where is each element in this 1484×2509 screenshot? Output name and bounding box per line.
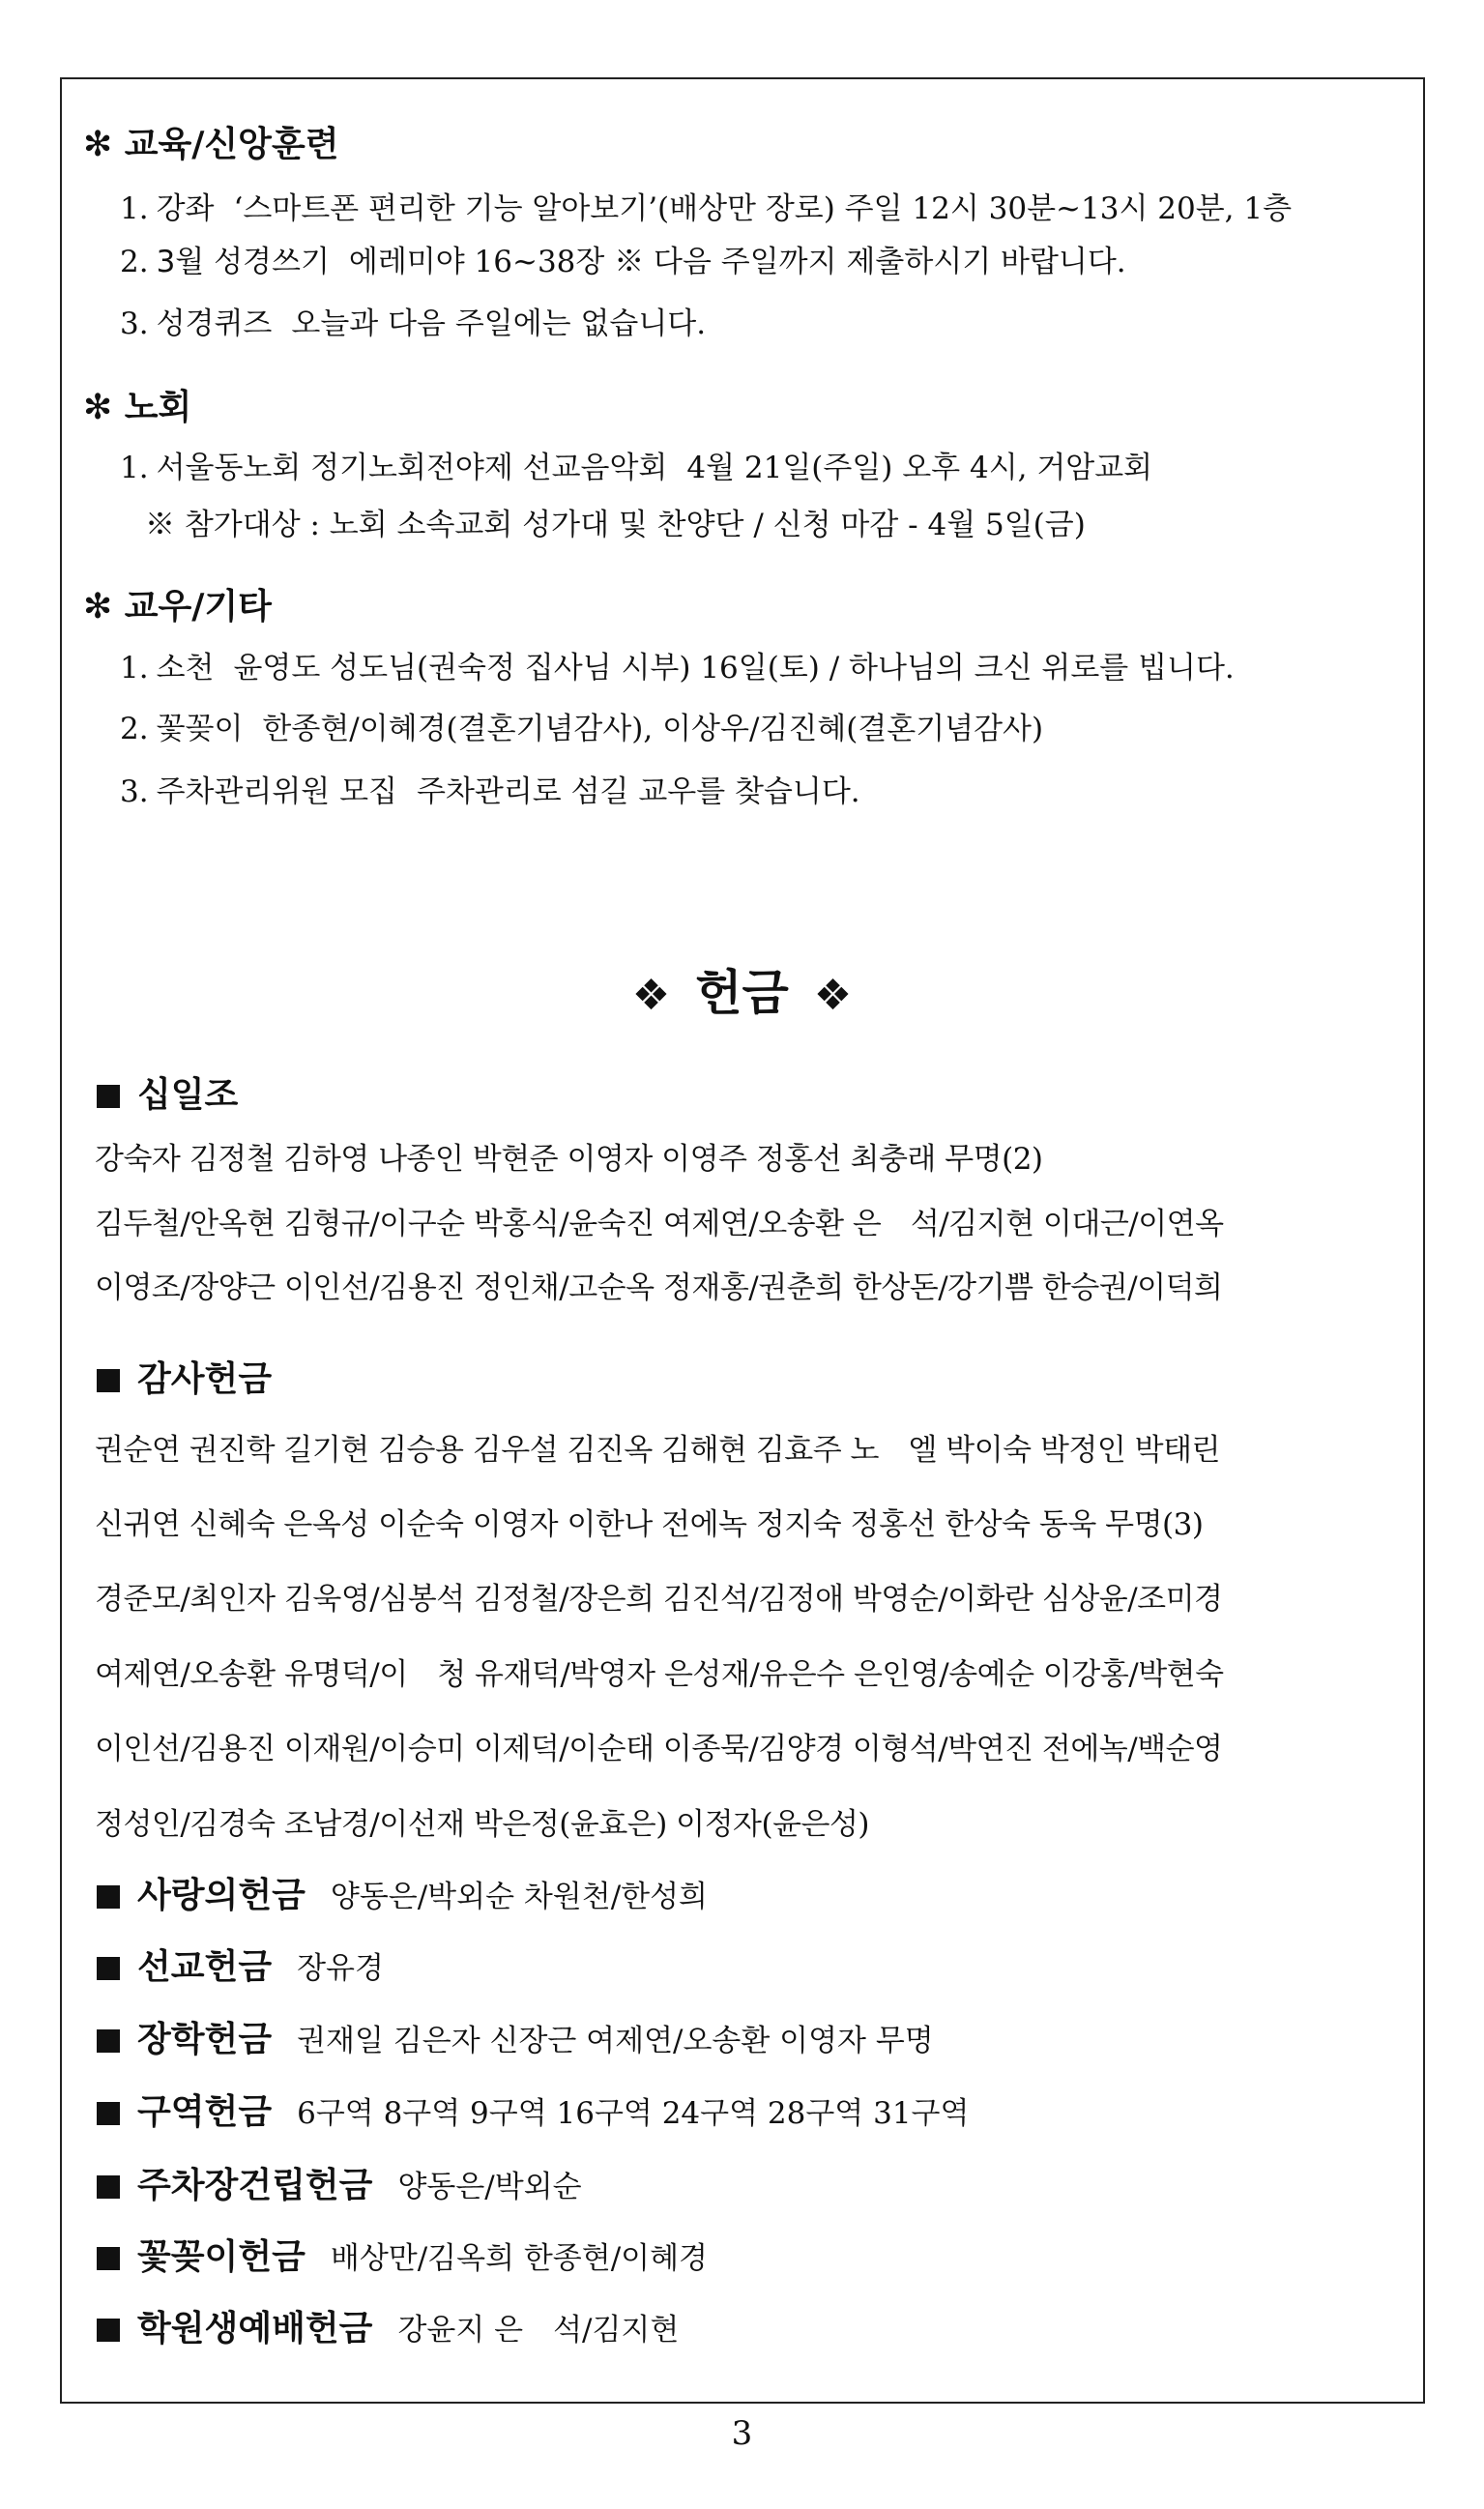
item-text: 주차관리로 섬길 교우를 찾습니다. [417, 774, 860, 809]
item-keyword: 꽃꽂이 [156, 712, 244, 746]
item-text: 한종현/이혜경(결혼기념감사), 이상우/김진혜(결혼기념감사) [262, 712, 1044, 746]
presbytery-note: ※ 참가대상 : 노회 소속교회 성가대 및 찬양단 / 신청 마감 - 4월 5일(금) [145, 508, 1086, 542]
square-bullet-icon [97, 2247, 120, 2270]
diamond-ornament-icon: ❖ [813, 971, 853, 1020]
thanks-line-2: 신귀연 신혜숙 은옥성 이순숙 이영자 이한나 전에녹 정지숙 정홍선 한상숙 동욱 무명(3) [95, 1507, 1204, 1542]
thanks-line-6: 정성인/김경숙 조남경/이선재 박은정(윤효은) 이정자(윤은성) [95, 1807, 870, 1842]
members-item-1 [120, 648, 1235, 688]
section-heading-presbytery: ✻ 노회 [83, 388, 192, 427]
category-parking [97, 2164, 582, 2209]
square-bullet-icon [97, 1085, 120, 1108]
members-item-3 [120, 772, 860, 812]
square-bullet-icon [97, 1369, 120, 1392]
item-keyword: 성경퀴즈 [156, 306, 273, 341]
page-number: 3 [731, 2414, 753, 2453]
square-bullet-icon [97, 2319, 120, 2342]
category-names: 6구역 8구역 9구역 16구역 24구역 28구역 31구역 [297, 2096, 970, 2131]
category-names: 양동은/박외순 차원천/한성희 [330, 1880, 708, 1914]
square-bullet-icon [97, 2175, 120, 2199]
item-number: 2. [120, 712, 149, 746]
category-thanks [97, 1357, 297, 1403]
diamond-ornament-icon: ❖ [631, 971, 671, 1020]
item-text: 4월 21일(주일) 오후 4시, 거암교회 [686, 451, 1153, 485]
category-academy [97, 2307, 679, 2352]
square-bullet-icon [97, 1885, 120, 1909]
presbytery-item-1 [120, 448, 1152, 488]
square-bullet-icon [97, 2029, 120, 2053]
category-love [97, 1874, 708, 1919]
thanks-line-1: 권순연 권진학 길기현 김승용 김우설 김진옥 김해현 김효주 노 엘 박이숙 박정인 박태린 [95, 1433, 1221, 1468]
category-names: 장유경 [297, 1951, 384, 1986]
item-text: 윤영도 성도님(권숙정 집사님 시부) 16일(토) / 하나님의 크신 위로를 빕니다. [233, 651, 1235, 686]
item-text: ‘스마트폰 편리한 기능 알아보기’(배상만 장로) 주일 12시 30분~13시 20분, 1층 [233, 191, 1293, 226]
thanks-line-4: 여제연/오송환 유명덕/이 청 유재덕/박영자 은성재/유은수 은인영/송예순 이강홍/박현숙 [95, 1657, 1224, 1692]
item-number: 1. [120, 451, 149, 485]
category-label: 꽃꽂이헌금 [137, 2237, 306, 2277]
members-item-2 [120, 709, 1043, 749]
item-keyword: 강좌 [156, 191, 215, 226]
category-label: 십일조 [137, 1075, 239, 1115]
section-heading-members: ✻ 교우/기타 [83, 587, 272, 627]
category-district [97, 2090, 969, 2136]
item-keyword: 주차관리위원 모집 [156, 774, 397, 809]
category-label: 장학헌금 [137, 2020, 273, 2059]
category-flower [97, 2235, 708, 2281]
category-names: 배상만/김옥희 한종현/이혜경 [330, 2241, 708, 2276]
square-bullet-icon [97, 2102, 120, 2125]
item-number: 3. [120, 306, 149, 341]
category-tithe [97, 1073, 263, 1119]
category-label: 감사헌금 [137, 1359, 273, 1399]
education-item-2 [120, 242, 1126, 282]
category-label: 선교헌금 [137, 1947, 273, 1987]
section-heading-education: ✻ 교육/신앙훈련 [83, 125, 339, 164]
item-text: 오늘과 다음 주일에는 없습니다. [291, 306, 707, 341]
category-scholarship [97, 2018, 934, 2063]
item-number: 1. [120, 191, 149, 226]
item-keyword: 서울동노회 정기노회전야제 선교음악회 [156, 451, 668, 485]
category-names: 강윤지 은 석/김지현 [397, 2313, 680, 2348]
item-keyword: 소천 [156, 651, 215, 686]
category-label: 사랑의헌금 [137, 1876, 306, 1915]
education-item-1 [120, 189, 1292, 229]
item-number: 3. [120, 774, 149, 809]
item-text: 에레미야 16~38장 ※ 다음 주일까지 제출하시기 바랍니다. [348, 245, 1126, 279]
category-label: 주차장건립헌금 [137, 2166, 373, 2205]
tithe-line-2: 김두철/안옥현 김형규/이구순 박홍식/윤숙진 여제연/오송환 은 석/김지현 이대근/이연옥 [95, 1207, 1224, 1241]
education-item-3 [120, 304, 706, 344]
category-mission [97, 1945, 384, 1991]
category-label: 학원생예배헌금 [137, 2309, 373, 2349]
category-label: 구역헌금 [137, 2092, 273, 2132]
item-number: 2. [120, 245, 149, 279]
tithe-line-1: 강숙자 김정철 김하영 나종인 박현준 이영자 이영주 정홍선 최충래 무명(2) [95, 1142, 1043, 1177]
square-bullet-icon [97, 1957, 120, 1980]
category-names: 권재일 김은자 신장근 여제연/오송환 이영자 무명 [297, 2024, 934, 2058]
offering-title [0, 962, 1484, 1027]
category-names: 양동은/박외순 [397, 2170, 582, 2204]
thanks-line-5: 이인선/김용진 이재원/이승미 이제덕/이순태 이종묵/김양경 이형석/박연진 전에녹/백순영 [95, 1732, 1223, 1766]
tithe-line-3: 이영조/장양근 이인선/김용진 정인채/고순옥 정재홍/권춘희 한상돈/강기쁨 한승권/이덕희 [95, 1270, 1223, 1305]
item-number: 1. [120, 651, 149, 686]
item-keyword: 3월 성경쓰기 [156, 245, 330, 279]
thanks-line-3: 경준모/최인자 김욱영/심봉석 김정철/장은희 김진석/김정애 박영순/이화란 심상윤/조미경 [95, 1582, 1223, 1617]
offering-title-text: 헌금 [695, 965, 789, 1021]
